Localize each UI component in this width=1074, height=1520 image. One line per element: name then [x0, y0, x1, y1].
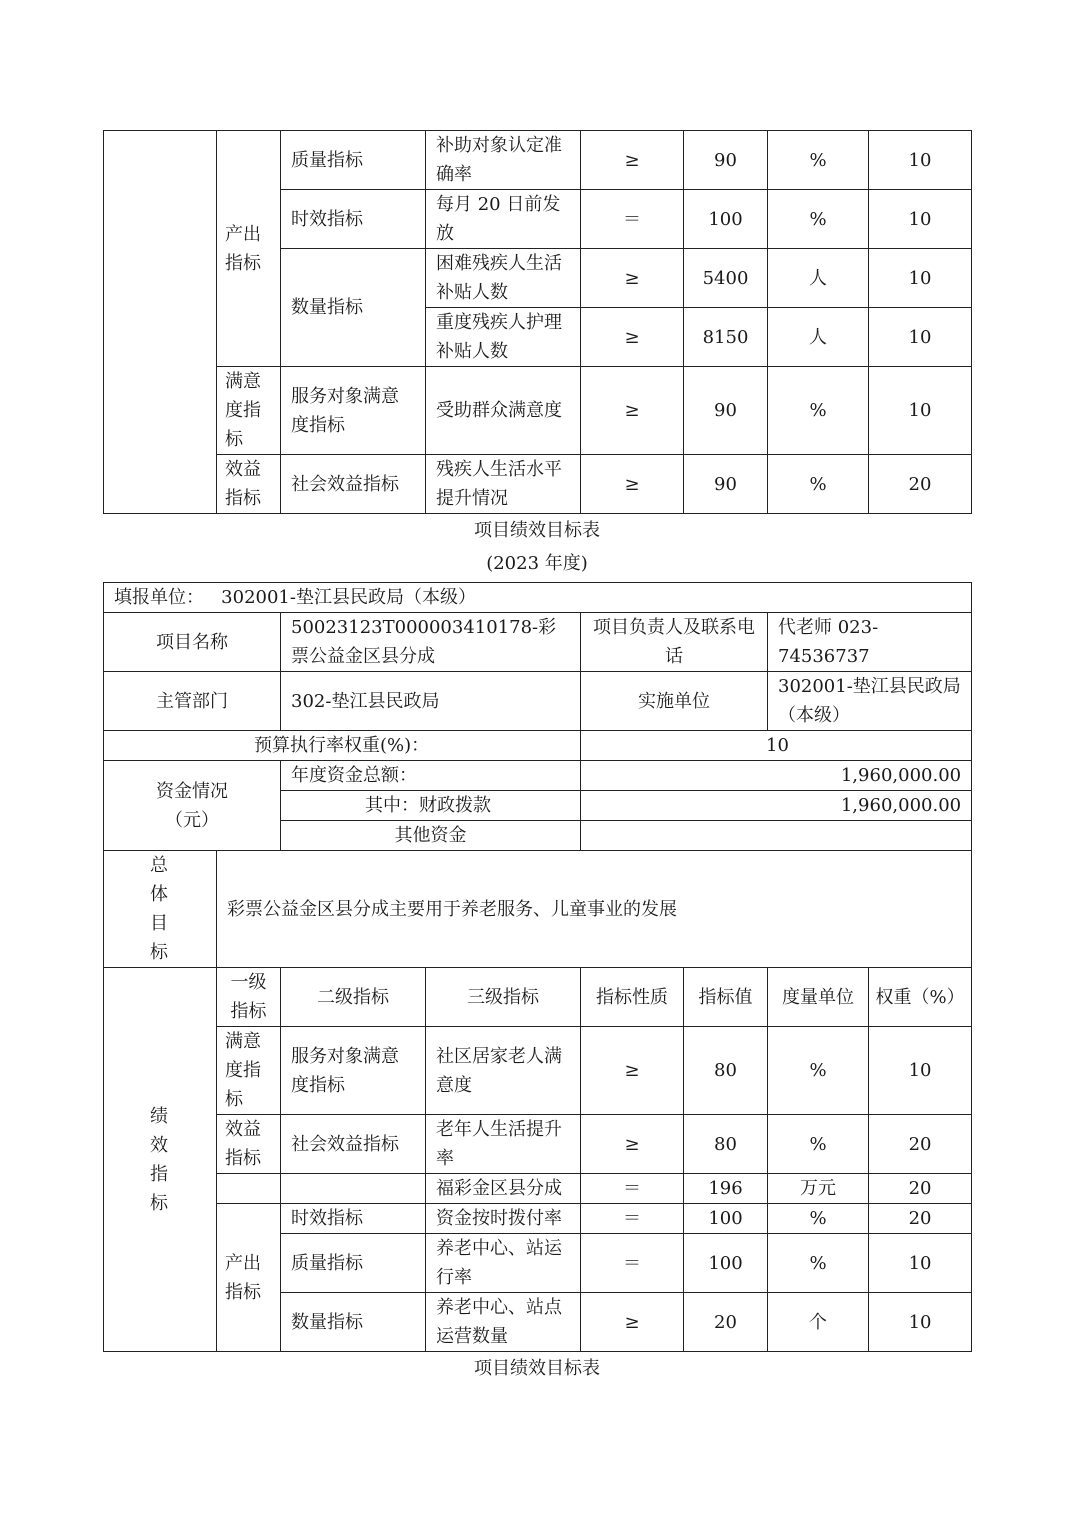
nature-cell: ＝ — [581, 190, 684, 249]
nature-cell: ≥ — [581, 1027, 684, 1115]
reporting-unit-value: 302001-垫江县民政局（本级） — [221, 587, 476, 608]
level3-cell: 残疾人生活水平提升情况 — [426, 455, 581, 514]
unit-cell: 万元 — [768, 1174, 869, 1204]
funds-label: 资金情况（元） — [104, 761, 281, 851]
unit-cell: % — [768, 367, 869, 455]
level2-cell: 数量指标 — [281, 249, 426, 367]
level3-cell: 养老中心、站点运营数量 — [426, 1293, 581, 1352]
level3-cell: 困难残疾人生活补贴人数 — [426, 249, 581, 308]
value-cell: 100 — [684, 1234, 768, 1293]
nature-cell: ＝ — [581, 1174, 684, 1204]
nature-cell: ＝ — [581, 1204, 684, 1234]
weight-cell: 20 — [869, 455, 972, 514]
level2-cell: 时效指标 — [281, 1204, 426, 1234]
weight-cell: 10 — [869, 367, 972, 455]
level2-cell: 质量指标 — [281, 131, 426, 190]
other-funds-label: 其他资金 — [281, 821, 581, 851]
nature-cell: ≥ — [581, 455, 684, 514]
nature-cell: ≥ — [581, 367, 684, 455]
fiscal-funds-label: 其中：财政拨款 — [281, 791, 581, 821]
total-funds-label: 年度资金总额： — [281, 761, 581, 791]
value-cell: 100 — [684, 1204, 768, 1234]
contact-label: 项目负责人及联系电话 — [581, 613, 768, 672]
value-cell: 8150 — [684, 308, 768, 367]
level1-cell: 满意度指标 — [217, 367, 281, 455]
level3-cell: 资金按时拨付率 — [426, 1204, 581, 1234]
total-funds-value: 1,960,000.00 — [581, 761, 972, 791]
header-nature: 指标性质 — [581, 968, 684, 1027]
unit-cell: 个 — [768, 1293, 869, 1352]
perf-indicator-label: 绩效指标 — [104, 968, 217, 1352]
nature-cell: ≥ — [581, 249, 684, 308]
project-name-value: 50023123T000003410178-彩票公益金区县分成 — [281, 613, 581, 672]
header-weight: 权重（%） — [869, 968, 972, 1027]
level3-cell: 受助群众满意度 — [426, 367, 581, 455]
unit-cell: % — [768, 1027, 869, 1115]
value-cell: 90 — [684, 455, 768, 514]
table-caption: 项目绩效目标表 — [474, 520, 600, 541]
unit-cell: % — [768, 1115, 869, 1174]
level2-cell: 时效指标 — [281, 190, 426, 249]
level3-cell: 重度残疾人护理补贴人数 — [426, 308, 581, 367]
nature-cell: ≥ — [581, 308, 684, 367]
header-value: 指标值 — [684, 968, 768, 1027]
value-cell: 80 — [684, 1115, 768, 1174]
header-level1: 一级指标 — [217, 968, 281, 1027]
other-funds-value — [581, 821, 972, 851]
header-level2: 二级指标 — [281, 968, 426, 1027]
level1-cell: 效益指标 — [217, 1115, 281, 1174]
unit-cell: % — [768, 131, 869, 190]
level2-cell: 社会效益指标 — [281, 455, 426, 514]
header-unit: 度量单位 — [768, 968, 869, 1027]
unit-cell: 人 — [768, 249, 869, 308]
level2-cell: 服务对象满意度指标 — [281, 1027, 426, 1115]
performance-target-table — [103, 582, 972, 1352]
year-caption: (2023 年度) — [486, 553, 588, 574]
contact-value: 代老师 023-74536737 — [768, 613, 972, 672]
dept-label: 主管部门 — [104, 672, 281, 731]
level2-cell: 社会效益指标 — [281, 1115, 426, 1174]
level2-cell — [281, 1174, 426, 1204]
table-caption: 项目绩效目标表 — [474, 1358, 600, 1379]
impl-unit-value: 302001-垫江县民政局（本级） — [768, 672, 972, 731]
weight-cell: 20 — [869, 1174, 972, 1204]
value-cell: 100 — [684, 190, 768, 249]
weight-cell: 10 — [869, 131, 972, 190]
fiscal-funds-value: 1,960,000.00 — [581, 791, 972, 821]
level2-cell: 质量指标 — [281, 1234, 426, 1293]
reporting-unit-label: 填报单位： — [114, 587, 204, 608]
nature-cell: ≥ — [581, 131, 684, 190]
level3-cell: 每月 20 日前发放 — [426, 190, 581, 249]
unit-cell: 人 — [768, 308, 869, 367]
value-cell: 196 — [684, 1174, 768, 1204]
dept-value: 302-垫江县民政局 — [281, 672, 581, 731]
overall-goal-text: 彩票公益金区县分成主要用于养老服务、儿童事业的发展 — [217, 851, 972, 968]
budget-weight-value: 10 — [581, 731, 972, 761]
level3-cell: 社区居家老人满意度 — [426, 1027, 581, 1115]
nature-cell: ≥ — [581, 1293, 684, 1352]
weight-cell: 10 — [869, 190, 972, 249]
value-cell: 90 — [684, 131, 768, 190]
value-cell: 80 — [684, 1027, 768, 1115]
level3-cell: 补助对象认定准确率 — [426, 131, 581, 190]
unit-cell: % — [768, 1204, 869, 1234]
nature-cell: ≥ — [581, 1115, 684, 1174]
impl-unit-label: 实施单位 — [581, 672, 768, 731]
header-level3: 三级指标 — [426, 968, 581, 1027]
weight-cell: 10 — [869, 1293, 972, 1352]
empty-label-cell — [104, 131, 217, 514]
reporting-unit-row — [104, 583, 972, 613]
level3-cell: 养老中心、站运行率 — [426, 1234, 581, 1293]
value-cell: 90 — [684, 367, 768, 455]
level3-cell: 福彩金区县分成 — [426, 1174, 581, 1204]
level1-cell: 效益指标 — [217, 455, 281, 514]
weight-cell: 10 — [869, 1234, 972, 1293]
weight-cell: 10 — [869, 249, 972, 308]
level1-cell: 产出指标 — [217, 1204, 281, 1352]
value-cell: 20 — [684, 1293, 768, 1352]
unit-cell: % — [768, 190, 869, 249]
nature-cell: ＝ — [581, 1234, 684, 1293]
level1-cell: 满意度指标 — [217, 1027, 281, 1115]
weight-cell: 20 — [869, 1115, 972, 1174]
unit-cell: % — [768, 1234, 869, 1293]
level1-cell — [217, 1174, 281, 1204]
unit-cell: % — [768, 455, 869, 514]
project-name-label: 项目名称 — [104, 613, 281, 672]
overall-goal-label: 总体目标 — [104, 851, 217, 968]
level2-cell: 服务对象满意度指标 — [281, 367, 426, 455]
level2-cell: 数量指标 — [281, 1293, 426, 1352]
value-cell: 5400 — [684, 249, 768, 308]
level3-cell: 老年人生活提升率 — [426, 1115, 581, 1174]
weight-cell: 10 — [869, 308, 972, 367]
budget-weight-label: 预算执行率权重(%)： — [104, 731, 581, 761]
performance-table-continued — [103, 130, 972, 514]
weight-cell: 20 — [869, 1204, 972, 1234]
weight-cell: 10 — [869, 1027, 972, 1115]
level1-cell: 产出指标 — [217, 131, 281, 367]
